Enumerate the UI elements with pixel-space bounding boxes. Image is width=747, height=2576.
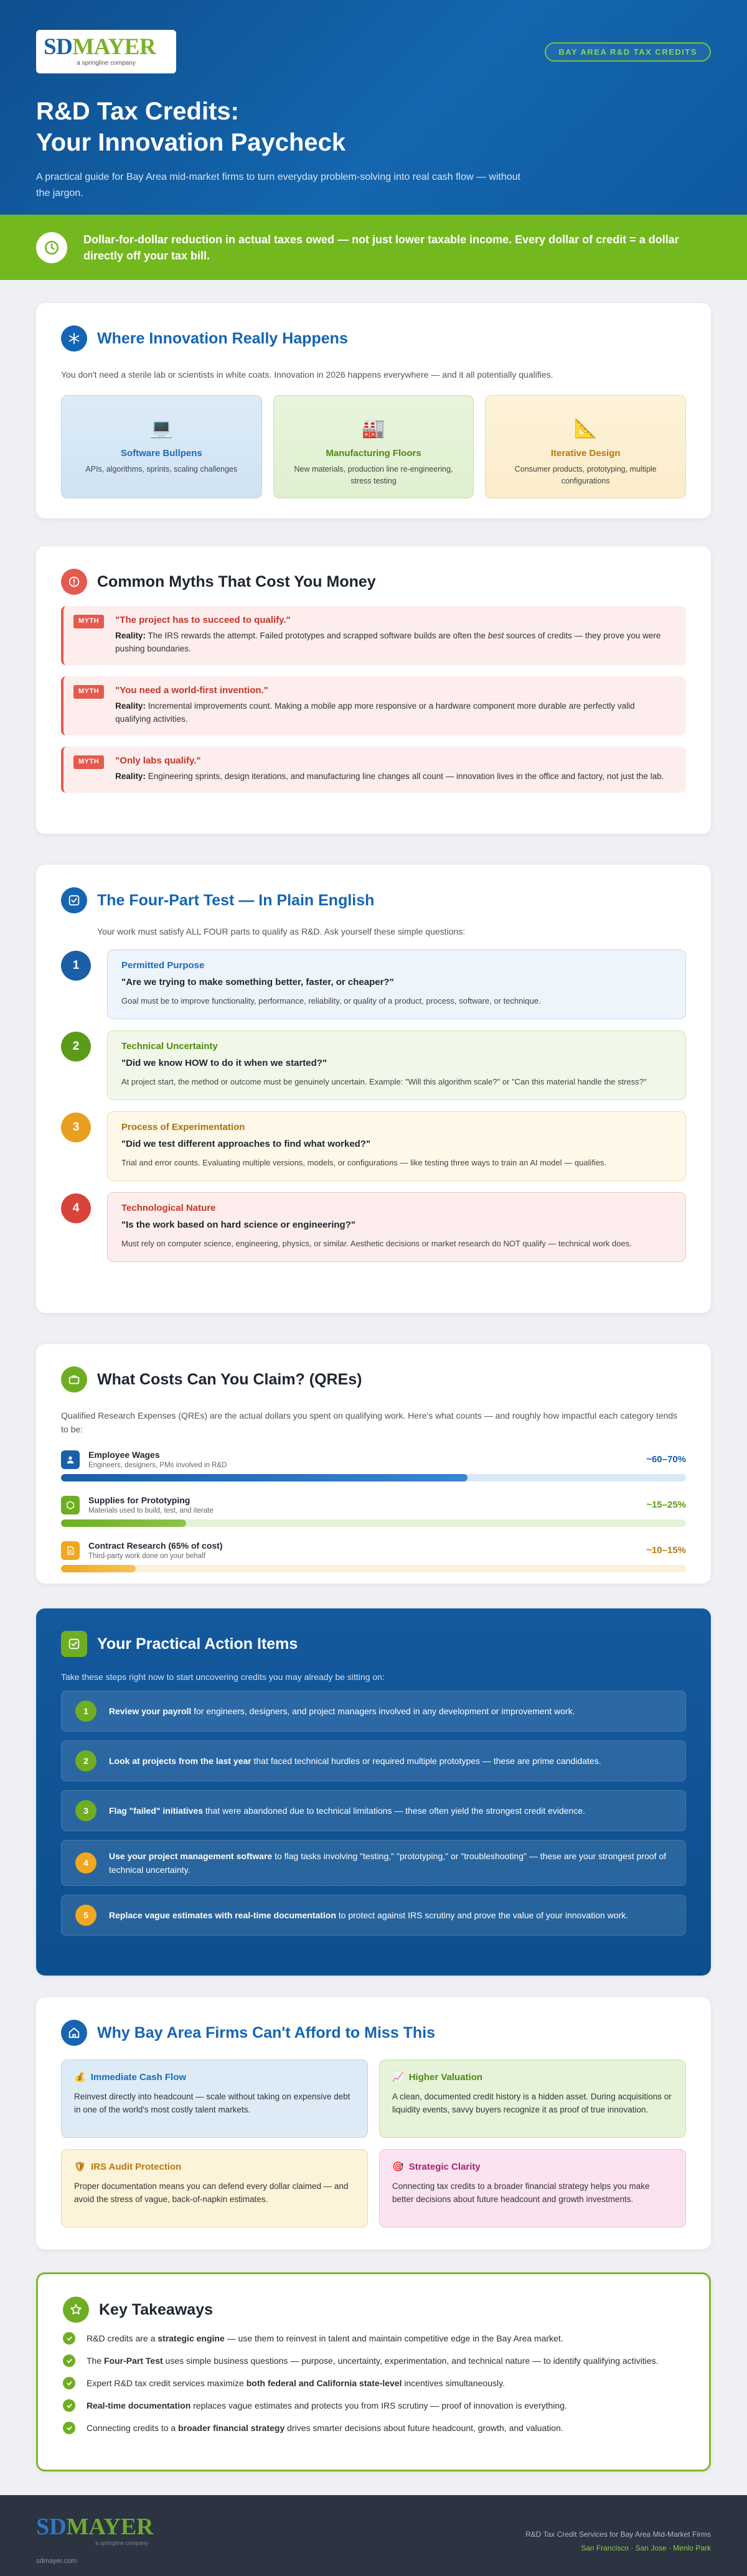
qre-item: [61, 1541, 686, 1572]
qre-bar-fill: [61, 1474, 467, 1482]
four-part-test-section: [36, 865, 711, 1313]
qre-name: Contract Research (65% of cost): [88, 1541, 223, 1551]
hero-subtitle: A practical guide for Bay Area mid-market firms to turn everyday problem-solving into real cash flow — without the jargon.: [36, 172, 521, 198]
section-title: The Four-Part Test — In Plain English: [97, 891, 375, 909]
qre-percent: ~15–25%: [646, 1500, 686, 1510]
benefit-title: IRS Audit Protection: [91, 2161, 182, 2172]
myth-badge: MYTH: [73, 685, 104, 699]
myth-badge: MYTH: [73, 615, 104, 628]
logo-tagline: a springline company: [77, 60, 136, 67]
logo-mayer: MAYER: [72, 34, 156, 60]
myth-reality: Reality: Engineering sprints, design iterations, and manufacturing line changes all count — innovation lives in the office and factory, not just the lab.: [115, 772, 664, 781]
footer-tagline: a springline company: [95, 2540, 149, 2546]
takeaway-item: Real-time documentation replaces vague estimates and protects you from IRS scrutiny — proof of innovation is everything.: [63, 2399, 684, 2412]
footer: [0, 2495, 747, 2576]
check-icon: [63, 2422, 75, 2434]
test-step: [61, 950, 686, 1019]
benefit-title: Strategic Clarity: [408, 2161, 481, 2172]
box-icon: [61, 1496, 80, 1514]
step-number: 3: [61, 1113, 91, 1142]
myth-reality: Reality: Incremental improvements count. Making a mobile app more responsive or a hardware component more durable are perfectly valid qualifying activities.: [115, 701, 635, 724]
tile-title: Iterative Design: [550, 448, 621, 459]
step-box: [107, 950, 686, 1019]
action-item: [61, 1895, 686, 1936]
alert-icon: [61, 569, 87, 595]
section-title: What Costs Can You Claim? (QREs): [97, 1370, 362, 1388]
step-desc: Trial and error counts. Evaluating multiple versions, models, or configurations — like testing three ways to train an AI model — qualifies.: [121, 1158, 607, 1167]
myths-section: [36, 546, 711, 834]
footer-logo[interactable]: SDMAYER: [36, 2514, 154, 2540]
title-line-2: Your Innovation Paycheck: [36, 129, 346, 156]
myth-quote: "You need a world-first invention.": [115, 685, 268, 696]
clock-icon: [36, 232, 67, 263]
qre-name: Supplies for Prototyping: [88, 1495, 190, 1505]
step-question: "Did we test different approaches to find what worked?": [121, 1139, 371, 1149]
title-line-1: R&D Tax Credits:: [36, 98, 239, 125]
qre-item: [61, 1450, 686, 1482]
hero-header: [0, 0, 747, 215]
takeaway-item: Expert R&D tax credit services maximize both federal and California state-level incentives simultaneously.: [63, 2376, 684, 2390]
tile-title: Software Bullpens: [120, 448, 202, 459]
banner-text: Dollar-for-dollar reduction in actual taxes owed — not just lower taxable income. Every dollar of credit = a dollar directly off your tax bill.: [83, 233, 679, 262]
benefit-title: Immediate Cash Flow: [90, 2071, 187, 2083]
step-desc: At project start, the method or outcome must be genuinely uncertain. Example: "Will this algorithm scale?" or "Can this material handle the stress?": [121, 1077, 647, 1086]
footer-url-link[interactable]: sdmayer.com: [36, 2557, 77, 2565]
myth-quote: "Only labs qualify.": [115, 755, 201, 766]
tile-title: Manufacturing Floors: [326, 448, 421, 459]
step-title: Technological Nature: [121, 1203, 216, 1213]
region-badge: BAY AREA R&D TAX CREDITS: [545, 42, 711, 62]
checkbox-icon: [61, 887, 87, 913]
action-number: 1: [75, 1701, 96, 1722]
snowflake-icon: [61, 325, 87, 352]
laptop-icon: 💻: [149, 418, 174, 439]
qre-bar-fill: [61, 1519, 186, 1527]
tile-manufacturing: [273, 395, 474, 498]
benefit-card: [379, 2149, 686, 2228]
checkbox-icon: [61, 1631, 87, 1657]
person-icon: [61, 1450, 80, 1469]
action-item: [61, 1691, 686, 1732]
benefit-desc: Reinvest directly into headcount — scale without taking on expensive debt in one of the world's most costly talent markets.: [74, 2092, 350, 2114]
myth-item: [61, 606, 686, 665]
credit-banner: [0, 215, 747, 280]
logo-sd: SD: [44, 34, 73, 60]
section-title: Key Takeaways: [99, 2300, 213, 2318]
qre-section: [36, 1344, 711, 1584]
briefcase-icon: [61, 1366, 87, 1393]
qre-percent: ~10–15%: [646, 1545, 686, 1556]
qre-bar-fill: [61, 1565, 136, 1572]
section-intro: Take these steps right now to start uncovering credits you may already be sitting on:: [61, 1672, 385, 1682]
home-icon: [61, 2020, 87, 2046]
benefit-card: [61, 2060, 368, 2138]
step-desc: Must rely on computer science, engineering, physics, or similar. Aesthetic decisions or market research do NOT qualify — technical work does.: [121, 1239, 632, 1248]
section-title: Why Bay Area Firms Can't Afford to Miss This: [97, 2023, 436, 2042]
innovation-tiles: [61, 395, 686, 498]
sdmayer-logo[interactable]: [36, 30, 176, 73]
qre-percent: ~60–70%: [646, 1454, 686, 1465]
myth-reality: Reality: The IRS rewards the attempt. Failed prototypes and scrapped software builds are often the best sources of credits — they prove you were pushing boundaries.: [115, 631, 661, 653]
section-intro: You don't need a sterile lab or scientists in white coats. Innovation in 2026 happens everywhere — and it all potentially qualifies.: [61, 370, 553, 380]
action-text: Use your project management software to flag tasks involving "testing," "prototyping," or "troubleshooting" — these are your strongest proof of technical uncertainty.: [109, 1851, 667, 1875]
tile-desc: Consumer products, prototyping, multiple configurations: [514, 465, 657, 485]
step-box: [107, 1030, 686, 1100]
star-icon: [63, 2297, 89, 2323]
action-number: 2: [75, 1750, 96, 1771]
step-title: Technical Uncertainty: [121, 1041, 218, 1052]
qre-sub: Materials used to build, test, and iterate: [88, 1507, 214, 1514]
why-bay-area-section: [36, 1997, 711, 2249]
action-text: Review your payroll for engineers, designers, and project managers involved in any development or improvement work.: [109, 1706, 575, 1716]
footer-locations: San Francisco · San Jose · Menlo Park: [581, 2544, 711, 2552]
qre-bar-track: [61, 1474, 686, 1482]
benefit-desc: Connecting tax credits to a broader financial strategy helps you make better decisions about future headcount and growth investments.: [392, 2182, 650, 2204]
action-item: [61, 1790, 686, 1831]
qre-sub: Engineers, designers, PMs involved in R&D: [88, 1462, 227, 1469]
myth-item: [61, 676, 686, 735]
benefit-card: [379, 2060, 686, 2138]
takeaway-item: The Four-Part Test uses simple business questions — purpose, uncertainty, experimentation, and technical nature — to identify qualifying activities.: [63, 2354, 684, 2368]
check-icon: [63, 2354, 75, 2367]
action-text: Flag "failed" initiatives that were abandoned due to technical limitations — these often yield the strongest credit evidence.: [109, 1806, 586, 1816]
qre-name: Employee Wages: [88, 1450, 160, 1460]
shield-icon: 🛡: [74, 2162, 87, 2172]
section-title: Where Innovation Really Happens: [97, 329, 348, 347]
benefit-grid: [61, 2060, 686, 2228]
benefit-card: [61, 2149, 368, 2228]
step-question: "Did we know HOW to do it when we started?": [121, 1058, 327, 1068]
benefit-desc: Proper documentation means you can defend every dollar claimed — and avoid the stress of vague, back-of-napkin estimates.: [74, 2182, 349, 2204]
myth-badge: MYTH: [73, 755, 104, 769]
tile-desc: New materials, production line re-engineering, stress testing: [294, 465, 453, 485]
action-number: 5: [75, 1905, 96, 1926]
action-items-section: [36, 1608, 711, 1976]
takeaway-item: R&D credits are a strategic engine — use them to reinvest in talent and maintain competitive edge in the Bay Area market.: [63, 2331, 684, 2345]
page-title: [36, 96, 711, 158]
innovation-section: [36, 303, 711, 518]
step-number: 1: [61, 951, 91, 981]
tile-desc: APIs, algorithms, sprints, scaling challenges: [85, 465, 238, 474]
benefit-desc: A clean, documented credit history is a hidden asset. During acquisitions or liquidity events, savvy buyers recognize it as proof of true innovation.: [392, 2092, 672, 2114]
action-number: 3: [75, 1800, 96, 1821]
section-title: Common Myths That Cost You Money: [97, 572, 376, 590]
action-number: 4: [75, 1852, 96, 1874]
action-text: Replace vague estimates with real-time documentation to protect against IRS scrutiny and prove the value of your innovation work.: [109, 1910, 629, 1920]
qre-bar-track: [61, 1519, 686, 1527]
test-step: [61, 1192, 686, 1262]
test-step: [61, 1111, 686, 1181]
step-question: "Is the work based on hard science or engineering?": [121, 1220, 355, 1230]
step-title: Process of Experimentation: [121, 1122, 245, 1132]
qre-bar-track: [61, 1565, 686, 1572]
action-text: Look at projects from the last year that faced technical hurdles or required multiple prototypes — these are prime candidates.: [109, 1756, 601, 1766]
check-icon: [63, 2332, 75, 2345]
step-desc: Goal must be to improve functionality, performance, reliability, or quality of a product, process, software, or technique.: [121, 996, 541, 1006]
footer-services: R&D Tax Credit Services for Bay Area Mid-Market Firms: [525, 2530, 711, 2539]
action-item: [61, 1740, 686, 1781]
factory-icon: 🏭: [362, 418, 385, 439]
myth-item: [61, 747, 686, 793]
step-number: 2: [61, 1032, 91, 1062]
myth-quote: "The project has to succeed to qualify.": [115, 615, 291, 625]
money-bag-icon: 💰: [74, 2072, 86, 2083]
step-box: [107, 1111, 686, 1181]
check-icon: [63, 2399, 75, 2412]
tile-software: [61, 395, 262, 498]
target-icon: 🎯: [392, 2162, 404, 2172]
action-item: [61, 1840, 686, 1886]
ruler-icon: 📐: [574, 418, 598, 439]
section-title: Your Practical Action Items: [97, 1635, 298, 1653]
chart-icon: 📈: [392, 2072, 404, 2083]
document-icon: [61, 1541, 80, 1560]
step-title: Permitted Purpose: [121, 960, 205, 971]
takeaway-item: Connecting credits to a broader financial strategy drives smarter decisions about future headcount, growth, and valuation.: [63, 2421, 684, 2435]
step-question: "Are we trying to make something better, faster, or cheaper?": [121, 977, 394, 987]
qre-item: [61, 1495, 686, 1527]
section-intro: Your work must satisfy ALL FOUR parts to qualify as R&D. Ask yourself these simple questions:: [97, 926, 466, 936]
step-box: [107, 1192, 686, 1262]
qre-sub: Third-party work done on your behalf: [88, 1552, 205, 1560]
step-number: 4: [61, 1193, 91, 1223]
benefit-title: Higher Valuation: [408, 2071, 483, 2083]
check-icon: [63, 2377, 75, 2389]
section-intro: Qualified Research Expenses (QREs) are the actual dollars you spent on qualifying work. Here's what counts — and roughly how impactful each category tends to be:: [61, 1411, 678, 1434]
tile-iterative-design: [485, 395, 686, 498]
test-step: [61, 1030, 686, 1100]
key-takeaways-section: [36, 2272, 711, 2471]
